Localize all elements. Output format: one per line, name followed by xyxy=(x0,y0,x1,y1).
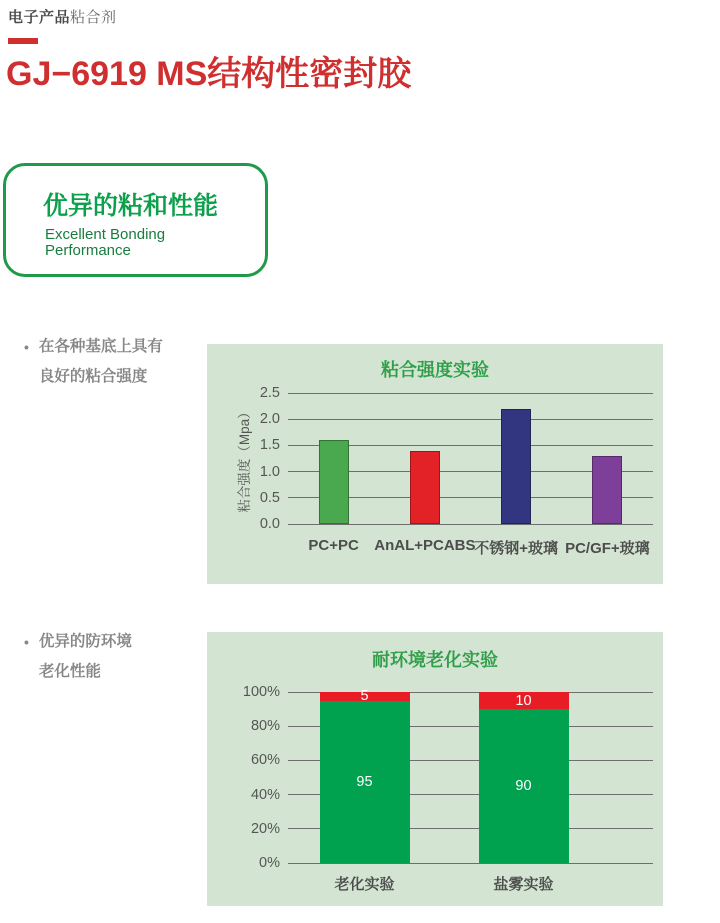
y-tick-label: 20% xyxy=(250,820,280,837)
bar-segment-red-segment xyxy=(320,688,410,705)
badge-subtitle-line1: Excellent Bonding xyxy=(45,226,166,243)
bar-value-label: 95 xyxy=(356,773,373,790)
bar-segment-green-segment xyxy=(320,701,410,863)
y-tick-label: 0.0 xyxy=(259,516,280,532)
bullet-dot: • xyxy=(24,339,29,355)
y-axis-label: 粘合强度（Mpa） xyxy=(237,404,252,513)
y-tick-label: 80% xyxy=(250,718,280,735)
y-tick-label: 40% xyxy=(250,786,280,803)
bullet-aging-line1: 优异的防环境 xyxy=(38,633,132,650)
y-tick-label: 2.5 xyxy=(259,385,280,401)
bar xyxy=(501,409,531,524)
bar-segment-red-segment xyxy=(479,692,569,709)
bar-segment-green-segment xyxy=(479,709,569,863)
category-label-rest: 粘合剂 xyxy=(70,9,117,26)
x-tick-label: PC+PC xyxy=(308,537,359,554)
bonding-strength-chart xyxy=(207,344,663,584)
bar-value-label: 5 xyxy=(360,688,369,705)
gridline xyxy=(288,419,653,420)
x-tick-label: 盐雾实验 xyxy=(493,876,554,893)
bar-value-label: 10 xyxy=(515,692,532,709)
bar xyxy=(592,456,622,524)
aging-test-chart xyxy=(207,632,663,906)
bullet-bonding-strength xyxy=(24,332,163,392)
chart-title: 耐环境老化实验 xyxy=(372,650,498,670)
y-tick-label: 60% xyxy=(250,752,280,769)
bullet-aging-resistance xyxy=(24,627,132,687)
y-tick-label: 0% xyxy=(259,855,280,871)
bullet-bonding-line1: 在各种基底上具有 xyxy=(38,338,163,355)
category-label xyxy=(8,6,117,27)
bullet-aging-line2: 老化性能 xyxy=(38,663,101,680)
y-tick-label: 100% xyxy=(242,684,280,700)
gridline xyxy=(288,393,653,394)
x-tick-label: 不锈钢+玻璃 xyxy=(474,540,558,557)
y-tick-label: 0.5 xyxy=(259,489,280,506)
badge-subtitle-line2: Performance xyxy=(45,242,131,259)
bullet-bonding-line2: 良好的粘合强度 xyxy=(38,368,148,385)
y-tick-label: 2.0 xyxy=(259,411,280,428)
y-tick-label: 1.5 xyxy=(259,437,280,454)
x-tick-label: AnAL+PCABS xyxy=(374,537,476,554)
category-label-bold: 电子产品 xyxy=(8,9,71,26)
badge-subtitle xyxy=(45,227,165,259)
chart-title: 粘合强度实验 xyxy=(381,360,489,380)
bullet-dot: • xyxy=(24,634,29,650)
feature-badge xyxy=(3,163,268,277)
product-title: GJ−6919 MS结构性密封胶 xyxy=(6,55,412,93)
bar xyxy=(410,451,440,524)
x-tick-label: 老化实验 xyxy=(334,876,395,893)
bar-value-label: 90 xyxy=(515,778,532,795)
badge-title: 优异的粘和性能 xyxy=(43,192,219,220)
accent-dash xyxy=(8,38,38,44)
y-tick-label: 1.0 xyxy=(259,463,280,480)
bar xyxy=(319,440,349,524)
x-tick-label: PC/GF+玻璃 xyxy=(565,540,650,557)
